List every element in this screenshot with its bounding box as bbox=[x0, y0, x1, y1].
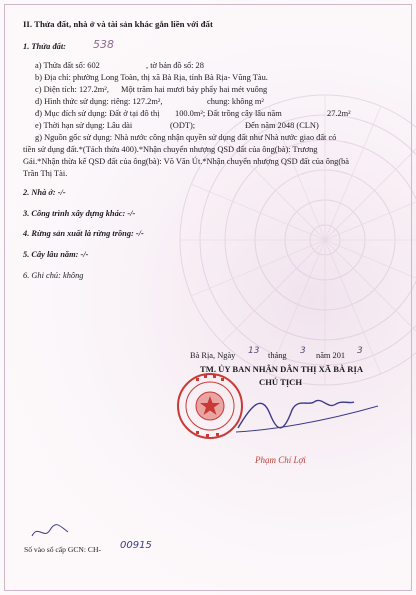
use-term-until: Đến năm 2048 (CLN) bbox=[245, 121, 319, 130]
land-origin-line-1: g) Nguồn gốc sử dụng: Nhà nước công nhận quyền sử dụng đất như Nhà nước giao đất có bbox=[35, 133, 337, 142]
handwritten-parcel-number: 538 bbox=[93, 38, 114, 51]
place-date-prefix: Bà Rịa, Ngày bbox=[190, 351, 236, 360]
use-term: e) Thời hạn sử dụng: Lâu dài bbox=[35, 121, 133, 130]
land-origin-line-2: tiền sử dụng đất.*(Tách thửa 400).*Nhận chuyển nhượng QSD đất của ông(bà): Trương bbox=[23, 145, 318, 154]
footer-initials-icon bbox=[30, 522, 70, 542]
use-term-odt: (ODT); bbox=[170, 121, 196, 130]
date-year-word: năm 201 bbox=[316, 351, 346, 360]
handwritten-signature-icon bbox=[232, 384, 382, 444]
item-house: 2. Nhà ở: -/- bbox=[23, 188, 66, 197]
date-month-word: tháng bbox=[268, 351, 287, 360]
authority-name: TM. ỦY BAN NHÂN DÂN THỊ XÃ BÀ RỊA bbox=[200, 364, 364, 374]
section-title: II. Thửa đất, nhà ở và tài sản khác gắn liền với đất bbox=[23, 19, 213, 29]
use-form-shared: chung: không m² bbox=[207, 97, 264, 106]
item-perennial-trees: 5. Cây lâu năm: -/- bbox=[23, 250, 89, 259]
land-address: b) Địa chỉ: phường Long Toàn, thị xã Bà Rịa, tỉnh Bà Rịa- Vũng Tàu. bbox=[35, 73, 268, 82]
gcn-register-number: 00915 bbox=[120, 540, 152, 551]
authority-role: CHỦ TỊCH bbox=[259, 377, 303, 387]
item-other-construction: 3. Công trình xây dựng khác: -/- bbox=[23, 209, 136, 218]
date-month: 3 bbox=[300, 346, 306, 356]
land-heading: 1. Thửa đất: bbox=[23, 42, 66, 51]
land-use-urban-area: 100.0m²; Đất trồng cây lâu năm bbox=[175, 109, 282, 118]
land-origin-line-4: Trần Thị Tài. bbox=[23, 169, 68, 178]
date-day: 13 bbox=[248, 346, 260, 356]
land-origin-line-3: Gái.*Nhận thừa kế QSD đất của ông(bà): Võ Văn Út.*Nhận chuyển nhượng QSD đất của ông(bà bbox=[23, 157, 350, 166]
land-use-purpose: đ) Mục đích sử dụng: Đất ở tại đô thị bbox=[35, 109, 160, 118]
map-sheet-number: , tờ bản đồ số: 28 bbox=[146, 61, 204, 70]
date-year-digit: 3 bbox=[357, 346, 363, 356]
use-form-private: d) Hình thức sử dụng: riêng: 127.2m², bbox=[35, 97, 163, 106]
land-area-words: Một trăm hai mươi bảy phẩy hai mét vuông bbox=[121, 85, 268, 94]
land-use-perennial-area: 27.2m² bbox=[327, 109, 351, 118]
item-notes: 6. Ghi chú: không bbox=[23, 271, 84, 280]
item-planted-forest: 4. Rừng sản xuất là rừng trồng: -/- bbox=[23, 229, 144, 238]
land-area: c) Diện tích: 127.2m², bbox=[35, 85, 109, 94]
gcn-register-label: Số vào sổ cấp GCN: CH- bbox=[24, 545, 101, 554]
parcel-number: a) Thửa đất số: 602 bbox=[35, 61, 100, 70]
signer-name: Phạm Chí Lợi bbox=[255, 455, 306, 465]
